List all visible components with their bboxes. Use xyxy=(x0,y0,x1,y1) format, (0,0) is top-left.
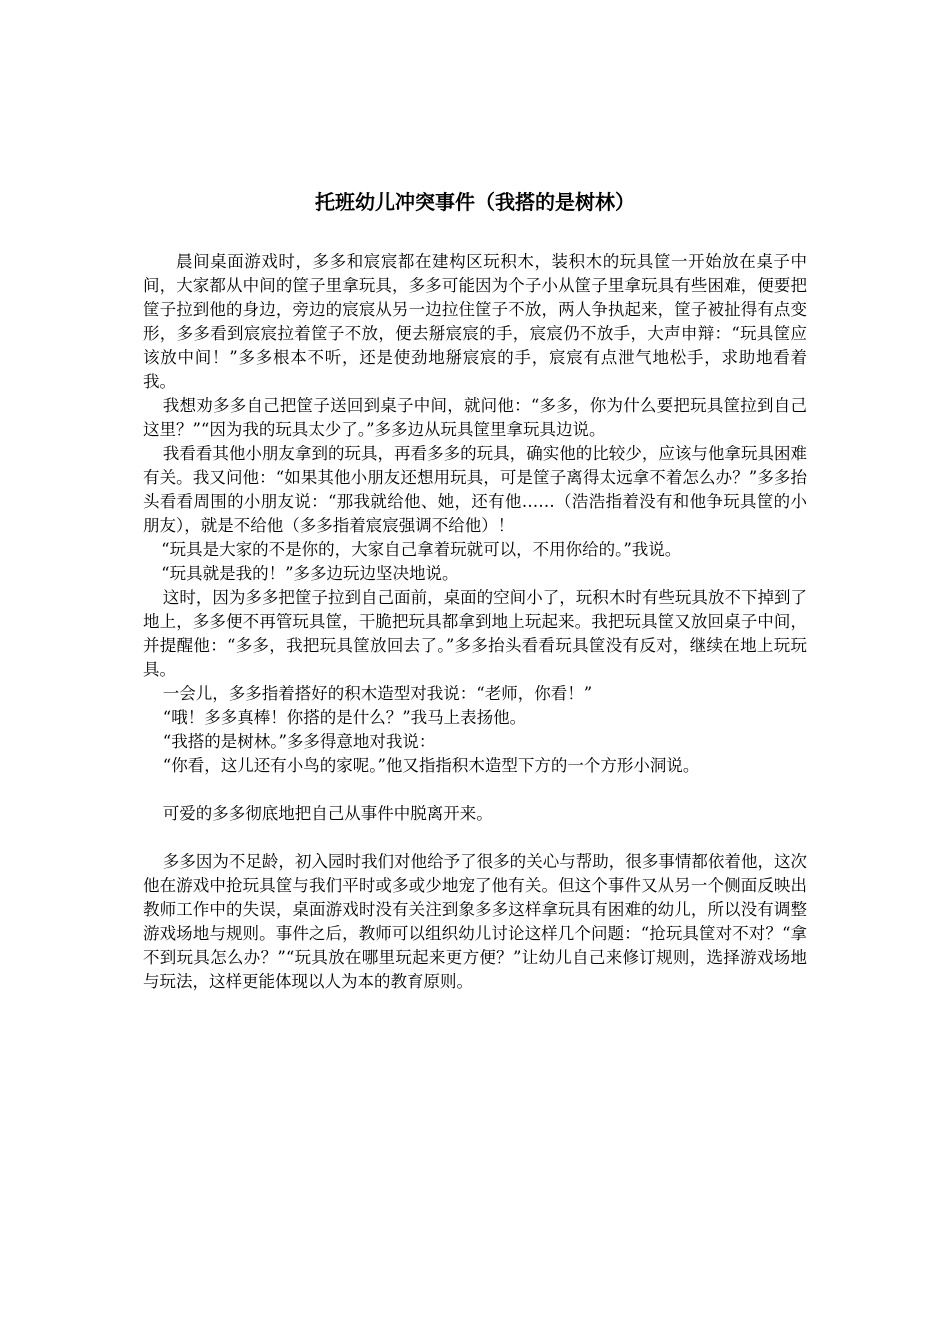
paragraph: “我搭的是树林。”多多得意地对我说： xyxy=(162,732,436,751)
paragraph: 可爱的多多彻底地把自己从事件中脱离开来。 xyxy=(162,804,493,823)
document-title: 托班幼儿冲突事件（我搭的是树林） xyxy=(315,190,635,214)
paragraph: “玩具就是我的！”多多边玩边坚决地说。 xyxy=(161,564,459,583)
document-body xyxy=(143,250,807,994)
paragraph: 我看看其他小朋友拿到的玩具，再看多多的玩具，确实他的比较少，应该与他拿玩具困难有关。我又问他：“如果其他小朋友还想用玩具，可是筐子离得太远拿不着怎么办？”多多抬头看看周围的小朋友说：“那我就给他、她，还有他……（浩浩指着没有和他争玩具筐的小朋友），就是不给他（多多指着宸宸强调不给他）！ xyxy=(143,444,807,535)
paragraph: 多多因为不足龄，初入园时我们对他给予了很多的关心与帮助，很多事情都依着他，这次他在游戏中抢玩具筐与我们平时或多或少地宠了他有关。但这个事件又从另一个侧面反映出教师工作中的失误，桌面游戏时没有关注到象多多这样拿玩具有困难的幼儿，所以没有调整游戏场地与规则。事件之后，教师可以组织幼儿讨论这样几个问题：“抢玩具筐对不对？“拿不到玩具怎么办？”“玩具放在哪里玩起来更方便？”让幼儿自己来修订规则，选择游戏场地与玩法，这样更能体现以人为本的教育原则。 xyxy=(143,852,807,991)
paragraph: “哦！多多真棒！你搭的是什么？”我马上表扬他。 xyxy=(162,708,527,727)
paragraph: 晨间桌面游戏时，多多和宸宸都在建构区玩积木，装积木的玩具筐一开始放在桌子中间，大家都从中间的筐子里拿玩具，多多可能因为个子小从筐子里拿玩具有些困难，便要把筐子拉到他的身边，旁边的宸宸从另一边拉住筐子不放，两人争执起来，筐子被扯得有点变形，多多看到宸宸拉着筐子不放，便去掰宸宸的手，宸宸仍不放手，大声申辩：“玩具筐应该放中间！”多多根本不听，还是使劲地掰宸宸的手，宸宸有点泄气地松手，求助地看着我。 xyxy=(143,252,807,391)
paragraph-spacer xyxy=(143,826,807,850)
paragraph: 一会儿，多多指着搭好的积木造型对我说：“老师，你看！” xyxy=(162,684,593,703)
paragraph: 我想劝多多自己把筐子送回到桌子中间，就问他：“多多，你为什么要把玩具筐拉到自己这里？”“因为我的玩具太少了。”多多边从玩具筐里拿玩具边说。 xyxy=(143,396,807,439)
paragraph: 这时，因为多多把筐子拉到自己面前，桌面的空间小了，玩积木时有些玩具放不下掉到了地上，多多便不再管玩具筐，干脆把玩具都拿到地上玩起来。我把玩具筐又放回桌子中间，并提醒他：“多多，我把玩具筐放回去了。”多多抬头看看玩具筐没有反对，继续在地上玩玩具。 xyxy=(143,588,807,679)
paragraph-spacer xyxy=(143,778,807,802)
paragraph: “你看，这儿还有小鸟的家呢。”他又指指积木造型下方的一个方形小洞说。 xyxy=(162,756,700,775)
paragraph: “玩具是大家的不是你的，大家自己拿着玩就可以，不用你给的。”我说。 xyxy=(161,540,682,559)
